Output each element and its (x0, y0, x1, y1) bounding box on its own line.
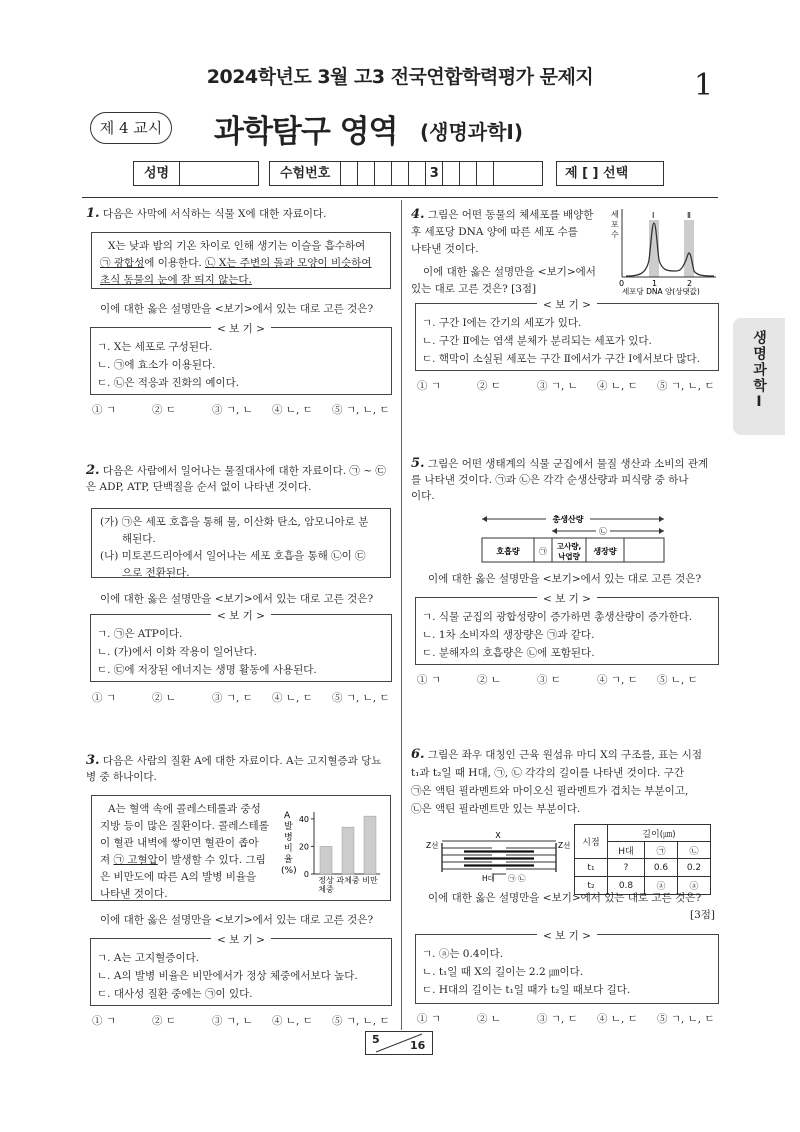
q3-box-line (100, 852, 283, 869)
q2-box-line: (가) ㉠은 세포 호흡을 통해 물, 이산화 탄소, 암모니아로 분 (100, 516, 369, 528)
q6-choice-2[interactable]: ② ㄴ (477, 1013, 501, 1025)
q2-choice-4[interactable]: ④ ㄴ, ㄷ (272, 692, 313, 704)
q3-choice-5[interactable]: ⑤ ㄱ, ㄴ, ㄷ (332, 1015, 390, 1027)
q1-choice-4[interactable]: ④ ㄴ, ㄷ (272, 404, 313, 416)
q6-bogi-box (415, 930, 719, 1004)
q4-stem (411, 206, 596, 298)
q3-choices (92, 1013, 390, 1028)
q4-choice-2[interactable]: ② ㄷ (477, 380, 501, 392)
q6-cell: 0.2 (678, 859, 711, 877)
exam-digit-cell[interactable] (443, 162, 460, 185)
q4-region-2 (684, 220, 694, 277)
q3-ytick-label: 40 (298, 814, 309, 824)
q5-number: 5. (411, 456, 425, 471)
q3-bogi-item: ㄱ. A는 고지혈증이다. (97, 952, 200, 964)
q5-choice-4[interactable]: ④ ㄱ, ㄷ (597, 674, 638, 686)
q3-box-line: A는 혈액 속에 콜레스테롤과 중성 (108, 803, 261, 815)
q3-choice-2[interactable]: ② ㄷ (152, 1015, 176, 1027)
q5-dead-label-2: 낙엽량 (558, 552, 580, 561)
q4-question: 이에 대한 옳은 설명만을 <보기>에서 (423, 266, 596, 278)
q4-ylabel-char: 포 (611, 220, 619, 229)
q3-stem (86, 753, 381, 785)
q6-b-label: ㉡ (518, 874, 526, 882)
q2-choice-3[interactable]: ③ ㄱ, ㄷ (212, 692, 253, 704)
q6-z-label-right: Z선 (558, 841, 571, 850)
period-badge: 제 4 교시 (90, 112, 172, 144)
q4-choice-3[interactable]: ③ ㄱ, ㄴ (537, 380, 578, 392)
q3-stem-text: 병 중 하나이다. (86, 771, 157, 783)
page-current: 5 (372, 1033, 380, 1046)
q5-b-label: ㉡ (599, 527, 607, 536)
bogi-title: < 보 기 > (537, 593, 597, 605)
q5-stem (411, 456, 708, 504)
choice-box (556, 161, 664, 186)
q6-bogi-item: ㄱ. ⓐ는 0.4이다. (422, 948, 504, 960)
q6-th-length: 길이(㎛) (608, 825, 711, 842)
q3-number: 3. (86, 753, 100, 768)
bogi-title: < 보 기 > (211, 610, 271, 622)
exam-digit-cell[interactable]: 3 (426, 162, 443, 185)
q6-cell: 0.8 (608, 877, 645, 895)
q3-choice-4[interactable]: ④ ㄴ, ㄷ (272, 1015, 313, 1027)
q6-choices (417, 1011, 715, 1026)
q6-th-col: ㉠ (645, 842, 678, 859)
q4-bogi-item: ㄷ. 핵막이 소실된 세포는 구간 Ⅱ에서가 구간 Ⅰ에서보다 많다. (422, 353, 700, 365)
subject-subtitle: (생명과학Ⅰ) (420, 120, 524, 144)
q2-bogi-item: ㄷ. ㉢에 저장된 에너지는 생명 활동에 사용된다. (97, 664, 317, 676)
q6-myosin-filaments (464, 852, 534, 866)
bogi-title: < 보 기 > (211, 934, 271, 946)
q3-ytick-label: 0 (303, 870, 309, 879)
subject-side-tab (733, 318, 785, 435)
q4-xlabel: 세포당 DNA 양(상댓값) (622, 287, 700, 295)
q6-bogi-item: ㄴ. t₁일 때 X의 길이는 2.2 ㎛이다. (422, 966, 584, 978)
q1-bogi-item: ㄱ. X는 세포로 구성된다. (97, 341, 213, 353)
choice-label: 제 [ ] 선택 (565, 166, 629, 181)
q5-dead-label-1: 고사량, (556, 542, 582, 551)
q5-stem-text: 그림은 어떤 생태계의 식물 군집에서 물질 생산과 소비의 관계 (427, 458, 709, 470)
q2-data-box (91, 508, 391, 578)
q1-term-b: ㉡ X는 주변의 돌과 모양이 비슷하여 (205, 257, 372, 269)
bogi-title: < 보 기 > (537, 299, 597, 311)
q3-box-line: 나타낸 것이다. (100, 888, 168, 900)
q1-box-line (100, 255, 382, 272)
q3-choice-1[interactable]: ① ㄱ (92, 1015, 116, 1027)
q2-bogi-box (90, 610, 392, 682)
exam-digit-cell[interactable] (392, 162, 409, 185)
q6-cell: ⓐ (678, 877, 711, 895)
q5-bogi-item: ㄷ. 분해자의 호흡량은 ㉡에 포함된다. (422, 647, 595, 659)
q6-cell: t₁ (575, 859, 608, 877)
column-divider (401, 200, 402, 1030)
q3-ylabel-char: 율 (284, 855, 293, 865)
bogi-title: < 보 기 > (211, 323, 271, 335)
q5-resp-label: 호흡량 (496, 547, 520, 556)
name-label: 성명 (134, 162, 180, 185)
page-total: 16 (410, 1039, 426, 1052)
q6-choice-3[interactable]: ③ ㄱ, ㄷ (537, 1013, 578, 1025)
q4-ylabel-char: 수 (611, 230, 619, 239)
exam-digit-cell[interactable] (494, 162, 510, 185)
q3-ylabel-char: A (284, 811, 291, 821)
q2-bogi-item: ㄴ. (가)에서 이화 작용이 일어난다. (97, 646, 258, 658)
q3-xlabel: 체중 (318, 885, 334, 894)
q2-stem-text: 은 ADP, ATP, 단백질을 순서 없이 나타낸 것이다. (86, 481, 312, 493)
q4-xtick-2: 2 (687, 279, 693, 288)
q1-box-line: X는 낮과 밤의 기온 차이로 인해 생기는 이슬을 흡수하여 (108, 240, 366, 252)
q3-bar (364, 816, 376, 874)
top-rule (82, 197, 718, 198)
q1-box-text: 에 이용한다. (144, 257, 206, 269)
q2-question: 이에 대한 옳은 설명만을 <보기>에서 있는 대로 고른 것은? (100, 593, 374, 605)
q3-term-a: ㉠ 고혈압 (113, 854, 158, 866)
q1-choice-5[interactable]: ⑤ ㄱ, ㄴ, ㄷ (332, 404, 390, 416)
exam-title: 2024학년도 3월 고3 전국연합학력평가 문제지 (206, 66, 594, 88)
q3-bar (320, 846, 332, 874)
q6-stem-text: ㉡은 액틴 필라멘트만 있는 부분이다. (411, 803, 581, 815)
q4-xtick-1: 1 (652, 279, 658, 288)
q5-stem-text: 를 나타낸 것이다. ㉠과 ㉡은 각각 순생산량과 피식량 중 하나 (411, 474, 689, 486)
q6-th-col: H대 (608, 842, 645, 859)
q4-region-label-2: Ⅱ (687, 211, 691, 220)
side-tab-label: 생명과학Ⅰ (751, 330, 767, 412)
q1-stem-text: 다음은 사막에 서식하는 식물 X에 대한 자료이다. (102, 208, 327, 220)
q6-stem-text: ㉠은 액틴 필라멘트와 마이오신 필라멘트가 겹치는 부분이고, (411, 785, 689, 797)
q3-bogi-box (90, 934, 392, 1006)
q2-bogi-item: ㄱ. ㉠은 ATP이다. (97, 628, 183, 640)
q6-cell: ⓐ (645, 877, 678, 895)
q2-choice-2[interactable]: ② ㄴ (152, 692, 176, 704)
q1-box-line: 초식 동물의 눈에 잘 띄지 않는다. (100, 274, 252, 286)
q2-box-line: 으로 전환된다. (122, 567, 190, 579)
q5-bogi-box (415, 593, 719, 665)
exam-digit-cell[interactable] (341, 162, 358, 185)
q3-bar-chart (280, 800, 388, 898)
q5-production-diagram (478, 511, 668, 567)
exam-digit-cell[interactable] (477, 162, 494, 185)
q6-th-time: 시점 (575, 825, 608, 859)
q5-choice-3[interactable]: ③ ㄷ (537, 674, 561, 686)
q6-stem-text: 그림은 좌우 대칭인 근육 원섬유 마디 X의 구조를, 표는 시점 (427, 749, 703, 761)
q6-choice-1[interactable]: ① ㄱ (417, 1013, 441, 1025)
q4-choice-1[interactable]: ① ㄱ (417, 380, 441, 392)
q6-bogi-item: ㄷ. H대의 길이는 t₁일 때가 t₂일 때보다 길다. (422, 984, 631, 996)
q6-x-label: X (495, 831, 501, 840)
subject-title: 과학탐구 영역 (214, 114, 398, 150)
q1-term-a: ㉠ 광합성 (100, 257, 145, 269)
q4-choices (417, 378, 715, 393)
q4-choice-4[interactable]: ④ ㄴ, ㄷ (597, 380, 638, 392)
q1-question: 이에 대한 옳은 설명만을 <보기>에서 있는 대로 고른 것은? (100, 303, 374, 315)
q1-bogi-item: ㄴ. ㉠에 효소가 이용된다. (97, 359, 216, 371)
q3-xtick-label: 비만 (362, 876, 378, 885)
exam-number-box (269, 161, 543, 186)
q1-stem (86, 206, 326, 222)
q1-choice-1[interactable]: ① ㄱ (92, 404, 116, 416)
q4-curve (626, 223, 714, 276)
q5-choice-1[interactable]: ① ㄱ (417, 674, 441, 686)
exam-digit-cell[interactable] (409, 162, 426, 185)
q5-stem-text: 이다. (411, 490, 435, 502)
q2-stem (86, 463, 386, 495)
q6-number: 6. (411, 747, 425, 762)
q6-cell: ? (608, 859, 645, 877)
exam-digit-cell[interactable] (358, 162, 375, 185)
q6-th-col: ㉡ (678, 842, 711, 859)
q3-box-text: 져 (100, 854, 114, 866)
exam-digit-cell[interactable] (460, 162, 477, 185)
q3-question: 이에 대한 옳은 설명만을 <보기>에서 있는 대로 고른 것은? (100, 914, 374, 926)
q3-box-line: 지방 등이 많은 질환이다. 콜레스테롤 (100, 820, 269, 832)
q5-bogi-item: ㄱ. 식물 군집의 광합성량이 증가하면 총생산량이 증가한다. (422, 611, 693, 623)
q3-choice-3[interactable]: ③ ㄱ, ㄴ (212, 1015, 253, 1027)
q6-cell: t₂ (575, 877, 608, 895)
q3-bogi-item: ㄴ. A의 발병 비율은 비만에서가 정상 체중에서보다 높다. (97, 970, 358, 982)
q3-box-text: 이 발생할 수 있다. 그림 (157, 854, 266, 866)
q5-total-label: 총생산량 (552, 515, 584, 524)
q4-bogi-item: ㄴ. 구간 Ⅱ에는 염색 분체가 분리되는 세포가 있다. (422, 335, 652, 347)
q6-choice-4[interactable]: ④ ㄴ, ㄷ (597, 1013, 638, 1025)
q5-choices (417, 672, 698, 687)
q6-length-table (574, 824, 711, 895)
q4-bogi-box (415, 299, 719, 371)
q4-dna-graph (608, 205, 720, 295)
q6-points: [3점] (690, 909, 716, 921)
q5-growth-label: 생장량 (593, 547, 617, 556)
q2-box-line: (나) 미토콘드리아에서 일어나는 세포 호흡을 통해 ㉡이 ㉢ (100, 550, 366, 562)
q3-box-line: 이 혈관 내벽에 쌓이면 혈관이 좁아 (100, 837, 259, 849)
page-number: 1 (694, 68, 714, 103)
q3-xtick-label: 과체중 (336, 876, 360, 885)
bogi-title: < 보 기 > (537, 930, 597, 942)
q3-bogi-item: ㄷ. 대사성 질환 중에는 ㉠이 있다. (97, 988, 253, 1000)
q3-stem-text: 다음은 사람의 질환 A에 대한 자료이다. A는 고지혈증과 당뇨 (102, 755, 382, 767)
q5-a-label: ㉠ (539, 547, 547, 556)
q5-choice-5[interactable]: ⑤ ㄴ, ㄷ (657, 674, 698, 686)
exam-number-label: 수험번호 (270, 162, 341, 185)
q3-ylabel-char: 병 (284, 833, 293, 843)
q4-xtick-0: 0 (619, 279, 625, 288)
q4-number: 4. (411, 207, 425, 222)
q1-bogi-item: ㄷ. ㉡은 적응과 진화의 예이다. (97, 377, 240, 389)
q1-number: 1. (86, 206, 100, 221)
q3-ytick-label: 20 (298, 842, 309, 852)
q6-question: 이에 대한 옳은 설명만을 <보기>에서 있는 대로 고른 것은? (428, 892, 702, 904)
q1-data-box (91, 232, 391, 289)
q4-ylabel-char: 세 (611, 210, 619, 219)
exam-digit-cell[interactable] (375, 162, 392, 185)
q6-h-label: H대 (482, 874, 495, 882)
q3-data-box (91, 795, 391, 901)
q5-choice-2[interactable]: ② ㄴ (477, 674, 501, 686)
q3-ylabel-char: 비 (284, 844, 293, 854)
q4-region-label-1: Ⅰ (652, 211, 655, 220)
q1-choice-2[interactable]: ② ㄷ (152, 404, 176, 416)
q6-cell: 0.6 (645, 859, 678, 877)
q4-stem-text: 그림은 어떤 동물의 체세포를 배양한 (427, 209, 594, 221)
q3-bar (342, 827, 354, 874)
q2-choice-5[interactable]: ⑤ ㄱ, ㄴ, ㄷ (332, 692, 390, 704)
page-counter (365, 1031, 433, 1055)
q2-choices (92, 690, 390, 705)
q5-question: 이에 대한 옳은 설명만을 <보기>에서 있는 대로 고른 것은? (428, 573, 702, 585)
q1-choice-3[interactable]: ③ ㄱ, ㄴ (212, 404, 253, 416)
q2-box-line: 해된다. (122, 533, 156, 545)
q6-z-label-left: Z선 (426, 841, 439, 850)
q1-choices (92, 402, 390, 417)
q6-choice-5[interactable]: ⑤ ㄱ, ㄴ, ㄷ (657, 1013, 715, 1025)
name-box (133, 161, 259, 186)
q3-xtick-label: 정상 (318, 876, 334, 885)
q4-choice-5[interactable]: ⑤ ㄱ, ㄴ, ㄷ (657, 380, 715, 392)
q3-ylabel-char: 발 (284, 822, 293, 832)
q6-stem (411, 746, 702, 818)
q4-question: 있는 대로 고른 것은? [3점] (411, 283, 537, 295)
q6-a-label: ㉠ (508, 874, 516, 882)
q2-number: 2. (86, 463, 100, 478)
q4-stem-text: 나타낸 것이다. (411, 243, 479, 255)
q4-bogi-item: ㄱ. 구간 Ⅰ에는 간기의 세포가 있다. (422, 317, 582, 329)
name-field[interactable] (180, 162, 258, 185)
q4-stem-text: 후 세포당 DNA 양에 따른 세포 수를 (411, 226, 578, 238)
q5-bogi-item: ㄴ. 1차 소비자의 생장량은 ㉠과 같다. (422, 629, 595, 641)
q2-choice-1[interactable]: ① ㄱ (92, 692, 116, 704)
q1-bogi-box (90, 323, 392, 395)
q3-box-line: 은 비만도에 따른 A의 발병 비율을 (100, 871, 257, 883)
q6-sarcomere-figure (424, 828, 576, 882)
q3-ylabel-char: (%) (281, 866, 297, 876)
q2-stem-text: 다음은 사람에서 일어나는 물질대사에 대한 자료이다. ㉠ ~ ㉢ (102, 465, 386, 477)
q6-stem-text: t₁과 t₂일 때 H대, ㉠, ㉡ 각각의 길이를 나타낸 것이다. 구간 (411, 767, 684, 779)
